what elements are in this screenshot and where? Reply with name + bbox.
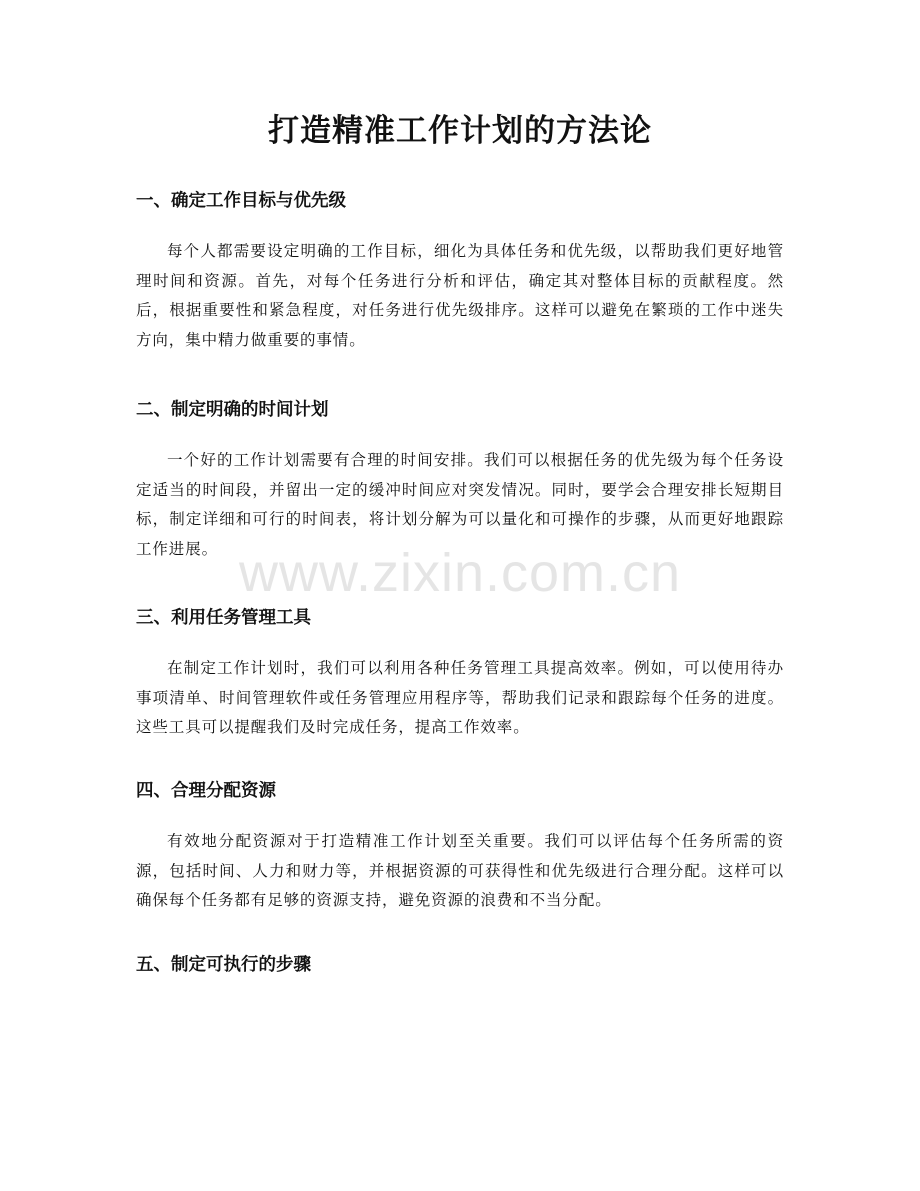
section-paragraph: 有效地分配资源对于打造精准工作计划至关重要。我们可以评估每个任务所需的资源，包括时间、人力和财力等，并根据资源的可获得性和优先级进行合理分配。这样可以确保每个任务都有足够的资源支持，避免资源的浪费和不当分配。 bbox=[136, 832, 784, 909]
section-heading: 三、利用任务管理工具 bbox=[136, 608, 311, 628]
section-4 bbox=[136, 778, 784, 916]
section-3 bbox=[136, 605, 784, 743]
section-paragraph: 每个人都需要设定明确的工作目标，细化为具体任务和优先级，以帮助我们更好地管理时间和资源。首先，对每个任务进行分析和评估，确定其对整体目标的贡献程度。然后，根据重要性和紧急程度，对任务进行优先级排序。这样可以避免在繁琐的工作中迷失方向，集中精力做重要的事情。 bbox=[136, 242, 784, 349]
section-5 bbox=[136, 952, 784, 978]
section-heading: 五、制定可执行的步骤 bbox=[136, 955, 311, 975]
section-paragraph: 在制定工作计划时，我们可以利用各种任务管理工具提高效率。例如，可以使用待办事项清单、时间管理软件或任务管理应用程序等，帮助我们记录和跟踪每个任务的进度。这些工具可以提醒我们及时完成任务，提高工作效率。 bbox=[136, 659, 784, 736]
watermark: www.zixin.com.cn bbox=[238, 543, 682, 603]
section-1 bbox=[136, 188, 784, 355]
section-heading: 二、制定明确的时间计划 bbox=[136, 400, 329, 420]
section-heading: 四、合理分配资源 bbox=[136, 781, 276, 801]
section-paragraph: 一个好的工作计划需要有合理的时间安排。我们可以根据任务的优先级为每个任务设定适当的时间段，并留出一定的缓冲时间应对突发情况。同时，要学会合理安排长短期目标，制定详细和可行的时间表，将计划分解为可以量化和可操作的步骤，从而更好地跟踪工作进展。 bbox=[136, 451, 784, 558]
section-2 bbox=[136, 397, 784, 564]
section-heading: 一、确定工作目标与优先级 bbox=[136, 191, 346, 211]
document-title: 打造精准工作计划的方法论 bbox=[268, 113, 652, 149]
